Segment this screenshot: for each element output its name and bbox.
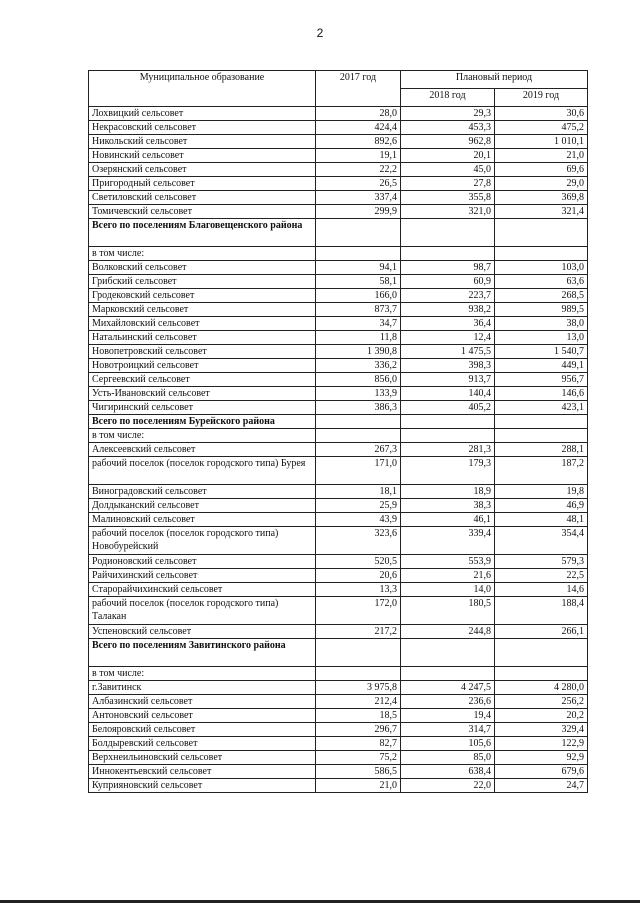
value-2019-cell: 69,6 [495,163,588,177]
value-2017-cell [316,429,401,443]
value-2019-cell: 21,0 [495,149,588,163]
value-2018-cell: 314,7 [401,723,495,737]
value-2017-cell: 296,7 [316,723,401,737]
table-row [89,751,588,765]
municipality-cell: Старорайчихинский сельсовет [89,583,316,597]
table-row [89,135,588,149]
municipality-cell: Светиловский сельсовет [89,191,316,205]
value-2017-cell [316,247,401,261]
value-2019-cell: 423,1 [495,401,588,415]
value-2019-cell: 22,5 [495,569,588,583]
value-2017-cell: 520,5 [316,555,401,569]
value-2019-cell: 188,4 [495,597,588,625]
table-row [89,121,588,135]
year-2018-header: 2018 год [401,89,495,107]
value-2017-cell: 26,5 [316,177,401,191]
value-2018-cell: 27,8 [401,177,495,191]
table-row [89,569,588,583]
table-row [89,163,588,177]
value-2019-cell: 256,2 [495,695,588,709]
value-2019-cell [495,429,588,443]
value-2017-cell: 94,1 [316,261,401,275]
municipality-cell: в том числе: [89,247,316,261]
value-2018-cell [401,415,495,429]
budget-table [88,70,588,793]
municipality-cell: Натальинский сельсовет [89,331,316,345]
value-2019-cell: 38,0 [495,317,588,331]
municipality-cell: в том числе: [89,667,316,681]
table-row [89,527,588,555]
value-2018-cell: 180,5 [401,597,495,625]
value-2018-cell: 45,0 [401,163,495,177]
municipality-cell: Никольский сельсовет [89,135,316,149]
municipality-cell: Волковский сельсовет [89,261,316,275]
municipality-cell: рабочий поселок (поселок городского типа) Новобурейский [89,527,316,555]
municipality-cell: в том числе: [89,429,316,443]
value-2017-cell: 34,7 [316,317,401,331]
value-2019-cell: 122,9 [495,737,588,751]
value-2019-cell: 1 010,1 [495,135,588,149]
table-row [89,513,588,527]
municipality-cell: рабочий поселок (поселок городского типа) Бурея [89,457,316,485]
municipality-cell: Верхнеильиновский сельсовет [89,751,316,765]
table-body [89,107,588,793]
value-2019-cell: 321,4 [495,205,588,219]
value-2017-cell: 3 975,8 [316,681,401,695]
value-2018-cell: 281,3 [401,443,495,457]
value-2019-cell: 369,8 [495,191,588,205]
value-2017-cell: 336,2 [316,359,401,373]
value-2019-cell: 956,7 [495,373,588,387]
value-2019-cell: 288,1 [495,443,588,457]
value-2019-cell: 20,2 [495,709,588,723]
value-2019-cell: 48,1 [495,513,588,527]
municipality-cell: Томичевский сельсовет [89,205,316,219]
value-2019-cell: 29,0 [495,177,588,191]
value-2018-cell: 36,4 [401,317,495,331]
table-row [89,247,588,261]
table-row [89,205,588,219]
value-2017-cell: 424,4 [316,121,401,135]
municipality-cell: рабочий поселок (поселок городского типа) Талакан [89,597,316,625]
value-2019-cell: 266,1 [495,625,588,639]
table-row [89,149,588,163]
table-row [89,485,588,499]
bottom-border [0,900,640,903]
value-2017-cell: 18,5 [316,709,401,723]
municipality-cell: Гродековский сельсовет [89,289,316,303]
value-2019-cell: 14,6 [495,583,588,597]
value-2019-cell: 989,5 [495,303,588,317]
value-2018-cell: 14,0 [401,583,495,597]
value-2017-cell: 1 390,8 [316,345,401,359]
value-2018-cell: 1 475,5 [401,345,495,359]
municipality-cell: Марковский сельсовет [89,303,316,317]
table-row [89,779,588,793]
value-2017-cell [316,667,401,681]
value-2019-cell: 579,3 [495,555,588,569]
value-2017-cell: 217,2 [316,625,401,639]
municipality-cell: Сергеевский сельсовет [89,373,316,387]
table-row [89,177,588,191]
value-2018-cell: 962,8 [401,135,495,149]
table-row [89,695,588,709]
value-2018-cell: 179,3 [401,457,495,485]
value-2018-cell: 321,0 [401,205,495,219]
municipality-cell: Лохвицкий сельсовет [89,107,316,121]
value-2017-cell: 25,9 [316,499,401,513]
table-row [89,331,588,345]
municipality-cell: Пригородный сельсовет [89,177,316,191]
value-2017-cell: 28,0 [316,107,401,121]
value-2018-cell: 38,3 [401,499,495,513]
value-2019-cell: 475,2 [495,121,588,135]
municipality-cell: Долдыканский сельсовет [89,499,316,513]
value-2019-cell: 449,1 [495,359,588,373]
value-2017-cell: 11,8 [316,331,401,345]
value-2018-cell [401,247,495,261]
table-row [89,191,588,205]
value-2017-cell: 337,4 [316,191,401,205]
municipality-cell: Новотроицкий сельсовет [89,359,316,373]
value-2018-cell [401,429,495,443]
value-2018-cell: 140,4 [401,387,495,401]
value-2018-cell: 85,0 [401,751,495,765]
municipality-cell: Новопетровский сельсовет [89,345,316,359]
value-2017-cell: 299,9 [316,205,401,219]
municipality-cell: Райчихинский сельсовет [89,569,316,583]
value-2017-cell: 323,6 [316,527,401,555]
municipality-cell: Всего по поселениям Завитинского района [89,639,316,667]
value-2019-cell: 354,4 [495,527,588,555]
value-2019-cell [495,639,588,667]
value-2018-cell: 19,4 [401,709,495,723]
value-2019-cell [495,667,588,681]
value-2017-cell: 13,3 [316,583,401,597]
value-2018-cell: 22,0 [401,779,495,793]
municipality-cell: Грибский сельсовет [89,275,316,289]
value-2019-cell: 13,0 [495,331,588,345]
value-2018-cell: 405,2 [401,401,495,415]
table-row [89,667,588,681]
value-2017-cell: 873,7 [316,303,401,317]
table-row [89,261,588,275]
value-2018-cell: 20,1 [401,149,495,163]
value-2018-cell: 398,3 [401,359,495,373]
value-2019-cell: 92,9 [495,751,588,765]
table-row [89,625,588,639]
municipality-cell: Белояровский сельсовет [89,723,316,737]
value-2017-cell: 133,9 [316,387,401,401]
value-2017-cell: 166,0 [316,289,401,303]
municipality-cell: Болдыревский сельсовет [89,737,316,751]
value-2017-cell: 267,3 [316,443,401,457]
value-2018-cell: 21,6 [401,569,495,583]
year-2019-header: 2019 год [495,89,588,107]
value-2019-cell: 268,5 [495,289,588,303]
value-2018-cell: 18,9 [401,485,495,499]
value-2018-cell: 638,4 [401,765,495,779]
value-2018-cell: 553,9 [401,555,495,569]
municipality-cell: Некрасовский сельсовет [89,121,316,135]
table-row [89,457,588,485]
table-row [89,387,588,401]
value-2019-cell: 146,6 [495,387,588,401]
value-2018-cell [401,219,495,247]
value-2019-cell: 4 280,0 [495,681,588,695]
value-2019-cell: 19,8 [495,485,588,499]
value-2017-cell [316,415,401,429]
municipality-cell: Озерянский сельсовет [89,163,316,177]
value-2017-cell: 82,7 [316,737,401,751]
table-row [89,555,588,569]
value-2019-cell [495,415,588,429]
table-row [89,709,588,723]
value-2017-cell: 21,0 [316,779,401,793]
table-row [89,429,588,443]
value-2017-cell: 58,1 [316,275,401,289]
municipality-cell: Иннокентьевский сельсовет [89,765,316,779]
value-2018-cell: 4 247,5 [401,681,495,695]
municipality-cell: Малиновский сельсовет [89,513,316,527]
value-2017-cell: 856,0 [316,373,401,387]
municipality-cell: Всего по поселениям Благовещенского района [89,219,316,247]
value-2019-cell: 24,7 [495,779,588,793]
municipality-cell: Усть-Ивановский сельсовет [89,387,316,401]
page-number: 2 [316,26,324,40]
value-2017-cell: 43,9 [316,513,401,527]
table-row [89,583,588,597]
municipality-cell: Чигиринский сельсовет [89,401,316,415]
municipality-cell: Родионовский сельсовет [89,555,316,569]
municipality-cell: Алексеевский сельсовет [89,443,316,457]
value-2017-cell: 172,0 [316,597,401,625]
value-2019-cell [495,247,588,261]
table-subtotal-row [89,219,588,247]
value-2017-cell [316,639,401,667]
value-2018-cell: 60,9 [401,275,495,289]
value-2018-cell: 12,4 [401,331,495,345]
value-2019-cell: 103,0 [495,261,588,275]
municipality-cell: Успеновский сельсовет [89,625,316,639]
value-2018-cell: 244,8 [401,625,495,639]
value-2017-cell: 19,1 [316,149,401,163]
value-2019-cell: 46,9 [495,499,588,513]
table-row [89,499,588,513]
table-row [89,765,588,779]
value-2017-cell: 892,6 [316,135,401,149]
table-row [89,723,588,737]
value-2019-cell: 63,6 [495,275,588,289]
value-2018-cell: 98,7 [401,261,495,275]
table-subtotal-row [89,639,588,667]
value-2019-cell: 1 540,7 [495,345,588,359]
table-row [89,443,588,457]
value-2018-cell: 46,1 [401,513,495,527]
table-header [89,71,588,107]
value-2019-cell: 679,6 [495,765,588,779]
municipality-cell: Куприяновский сельсовет [89,779,316,793]
value-2017-cell: 18,1 [316,485,401,499]
value-2018-cell: 105,6 [401,737,495,751]
value-2018-cell: 913,7 [401,373,495,387]
value-2018-cell [401,667,495,681]
planning-period-header: Плановый период [401,71,588,89]
value-2018-cell [401,639,495,667]
value-2017-cell: 386,3 [316,401,401,415]
table-row [89,737,588,751]
value-2018-cell: 236,6 [401,695,495,709]
table-row [89,107,588,121]
value-2017-cell: 20,6 [316,569,401,583]
table-subtotal-row [89,415,588,429]
municipality-cell: Виноградовский сельсовет [89,485,316,499]
municipality-cell: Новинский сельсовет [89,149,316,163]
table-row [89,303,588,317]
table-row [89,275,588,289]
value-2019-cell: 329,4 [495,723,588,737]
table-row [89,289,588,303]
value-2019-cell: 187,2 [495,457,588,485]
municipality-cell: Антоновский сельсовет [89,709,316,723]
value-2017-cell [316,219,401,247]
value-2018-cell: 453,3 [401,121,495,135]
value-2017-cell: 22,2 [316,163,401,177]
value-2018-cell: 29,3 [401,107,495,121]
value-2018-cell: 938,2 [401,303,495,317]
table-row [89,597,588,625]
municipality-cell: Михайловский сельсовет [89,317,316,331]
value-2018-cell: 355,8 [401,191,495,205]
municipality-cell: г.Завитинск [89,681,316,695]
value-2018-cell: 339,4 [401,527,495,555]
municipality-cell: Албазинский сельсовет [89,695,316,709]
municipality-cell: Всего по поселениям Бурейского района [89,415,316,429]
municipality-header: Муниципальное образование [89,71,316,107]
table-row [89,359,588,373]
table-row [89,317,588,331]
value-2018-cell: 223,7 [401,289,495,303]
value-2019-cell: 30,6 [495,107,588,121]
value-2017-cell: 212,4 [316,695,401,709]
table-row [89,345,588,359]
value-2017-cell: 586,5 [316,765,401,779]
table-row [89,401,588,415]
value-2017-cell: 75,2 [316,751,401,765]
value-2019-cell [495,219,588,247]
table-row [89,681,588,695]
table-row [89,373,588,387]
value-2017-cell: 171,0 [316,457,401,485]
year-2017-header: 2017 год [316,71,401,107]
